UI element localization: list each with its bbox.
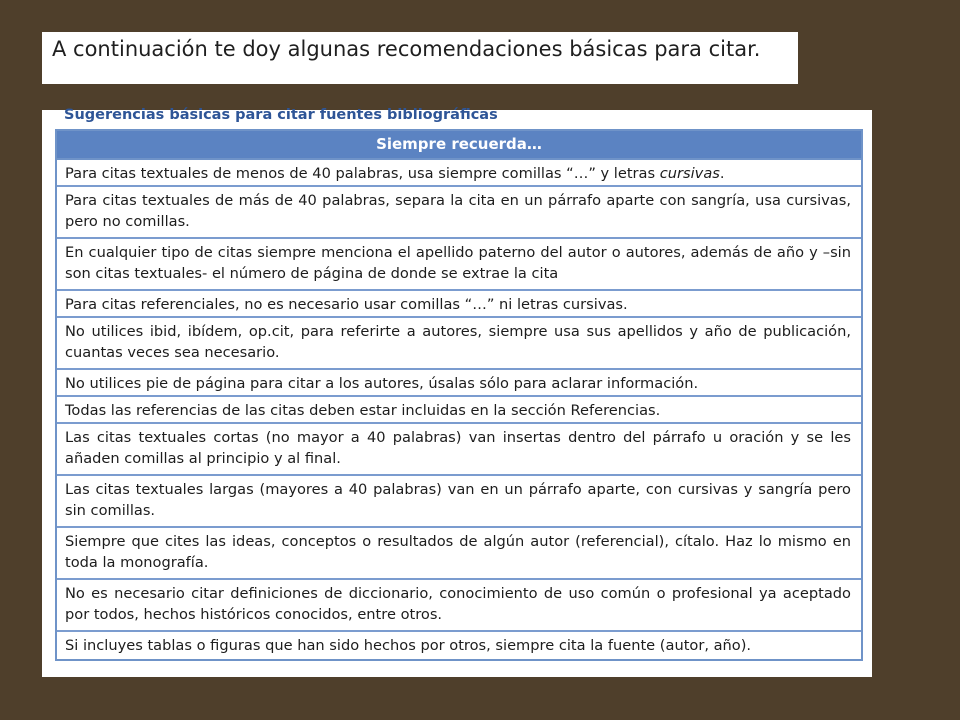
row-suffix: . [719,165,725,182]
table-row [57,370,861,397]
recommendations-table [55,129,863,661]
table-row [57,397,861,424]
table-row [57,160,861,187]
panel-title: Sugerencias básicas para citar fuentes bibliográficas [64,107,498,123]
table-header: Siempre recuerda… [57,131,861,160]
table-row [57,476,861,528]
row-text: Si incluyes tablas o figuras que han sido hechos por otros, siempre cita la fuente (autor, año). [65,637,752,654]
table-row [57,528,861,580]
row-text: No utilices pie de página para citar a los autores, úsalas sólo para aclarar información. [65,375,699,392]
row-text: Las citas textuales largas (mayores a 40 palabras) van en un párrafo aparte, con cursivas y sangría pero sin comillas. [65,481,851,519]
table-row [57,187,861,239]
table-row [57,580,861,632]
row-text: No utilices ibid, ibídem, op.cit, para referirte a autores, siempre usa sus apellidos y año de publicación, cuantas veces sea necesario. [65,323,851,361]
citation-suggestions-panel [42,107,872,677]
table-row [57,424,861,476]
row-emphasis: cursivas [659,165,720,182]
row-text: Para citas textuales de menos de 40 palabras, usa siempre comillas “…” y letras [65,165,660,182]
table-row [57,632,861,659]
row-text: Para citas referenciales, no es necesario usar comillas “…” ni letras cursivas. [65,296,628,313]
row-text: Para citas textuales de más de 40 palabras, separa la cita en un párrafo aparte con sangría, usa cursivas, pero no comillas. [65,192,851,230]
intro-text: A continuación te doy algunas recomendaciones básicas para citar. [52,37,761,61]
row-text: Siempre que cites las ideas, conceptos o resultados de algún autor (referencial), cítalo. Haz lo mismo en toda la monografía. [65,533,851,571]
intro-banner [42,32,798,84]
row-text: Todas las referencias de las citas deben estar incluidas en la sección Referencias. [65,402,661,419]
table-row [57,291,861,318]
row-text: En cualquier tipo de citas siempre menciona el apellido paterno del autor o autores, además de año y –sin son citas textuales- el número de página de donde se extrae la cita [65,244,851,282]
table-row [57,239,861,291]
row-text: No es necesario citar definiciones de diccionario, conocimiento de uso común o profesional ya aceptado por todos, hechos históricos conocidos, entre otros. [65,585,851,623]
table-row [57,318,861,370]
row-text: Las citas textuales cortas (no mayor a 40 palabras) van insertas dentro del párrafo u oración y se les añaden comillas al principio y al final. [65,429,851,467]
